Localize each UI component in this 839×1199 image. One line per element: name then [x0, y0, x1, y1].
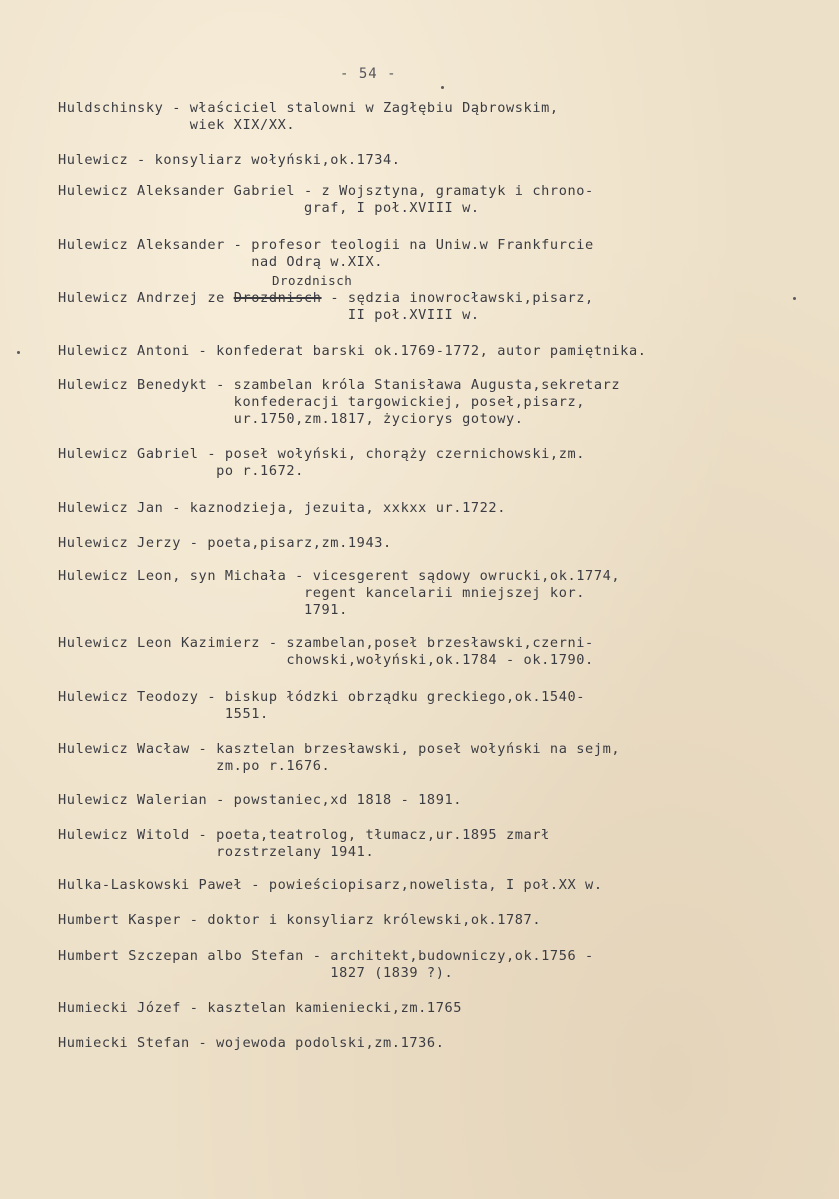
- entry-line: Hulewicz Jan - kaznodzieja, jezuita, xxkxx ur.1722.: [58, 500, 506, 516]
- entry-line: Humbert Szczepan albo Stefan - architekt,budowniczy,ok.1756 -: [58, 948, 594, 964]
- index-entry: [58, 912, 799, 929]
- index-entry: [58, 377, 799, 428]
- index-entry: [58, 689, 799, 723]
- index-entry: [58, 568, 799, 619]
- entry-line: Hulewicz Leon, syn Michała - vicesgerent sądowy owrucki,ok.1774,: [58, 568, 621, 584]
- entry-line: rozstrzelany 1941.: [58, 844, 375, 860]
- index-entry: [58, 237, 799, 271]
- entry-line: wiek XIX/XX.: [58, 117, 296, 133]
- entry-line: 1551.: [58, 706, 269, 722]
- index-entry: [58, 635, 799, 669]
- entry-line: Hulewicz - konsyliarz wołyński,ok.1734.: [58, 152, 401, 168]
- entry-line: Hulewicz Andrzej ze Drozdnisch - sędzia inowrocławski,pisarz,: [58, 290, 594, 306]
- index-entry: [58, 741, 799, 775]
- entry-line: Hulewicz Leon Kazimierz - szambelan,poseł brzesławski,czerni-: [58, 635, 594, 651]
- entry-line: Hulewicz Walerian - powstaniec,xd 1818 - 1891.: [58, 792, 463, 808]
- entry-line: graf, I poł.XVIII w.: [58, 200, 480, 216]
- index-entry: [58, 1000, 799, 1017]
- entry-line: Hulka-Laskowski Paweł - powieściopisarz,nowelista, I poł.XX w.: [58, 877, 603, 893]
- entry-line: Hulewicz Wacław - kasztelan brzesławski, poseł wołyński na sejm,: [58, 741, 621, 757]
- entry-line: po r.1672.: [58, 463, 304, 479]
- entry-line: 1791.: [58, 602, 348, 618]
- index-entry: [58, 183, 799, 217]
- entry-line: II poł.XVIII w.: [58, 307, 480, 323]
- entry-line: Hulewicz Gabriel - poseł wołyński, chorąży czernichowski,zm.: [58, 446, 586, 462]
- entry-line: 1827 (1839 ?).: [58, 965, 454, 981]
- entry-line: Huldschinsky - właściciel stalowni w Zagłębiu Dąbrowskim,: [58, 100, 559, 116]
- entry-line: chowski,wołyński,ok.1784 - ok.1790.: [58, 652, 594, 668]
- entry-line: Humiecki Stefan - wojewoda podolski,zm.1736.: [58, 1035, 445, 1051]
- page-number: - 54 -: [340, 66, 397, 82]
- ink-spot: [441, 86, 444, 89]
- entry-line: Hulewicz Aleksander - profesor teologii na Uniw.w Frankfurcie: [58, 237, 594, 253]
- entry-line: regent kancelarii mniejszej kor.: [58, 585, 586, 601]
- entry-line: Hulewicz Witold - poeta,teatrolog, tłumacz,ur.1895 zmarł: [58, 827, 550, 843]
- index-entry: [58, 152, 799, 169]
- index-entry: [58, 446, 799, 480]
- entry-line: nad Odrą w.XIX.: [58, 254, 384, 270]
- entry-line: Hulewicz Benedykt - szambelan króla Stanisława Augusta,sekretarz: [58, 377, 621, 393]
- index-entry: [58, 877, 799, 894]
- entry-line: Hulewicz Jerzy - poeta,pisarz,zm.1943.: [58, 535, 392, 551]
- overtyped-correction: Drozdnisch: [272, 273, 353, 288]
- entry-line: Hulewicz Antoni - konfederat barski ok.1769-1772, autor pamiętnika.: [58, 343, 647, 359]
- entry-line: Hulewicz Teodozy - biskup łódzki obrządku greckiego,ok.1540-: [58, 689, 586, 705]
- index-entry: [58, 100, 799, 134]
- entry-line: Humbert Kasper - doktor i konsyliarz królewski,ok.1787.: [58, 912, 542, 928]
- index-entry: [58, 948, 799, 982]
- index-entry: [58, 343, 799, 360]
- index-entry: [58, 535, 799, 552]
- entry-line: ur.1750,zm.1817, życiorys gotowy.: [58, 411, 524, 427]
- entry-line: Hulewicz Aleksander Gabriel - z Wojsztyna, gramatyk i chrono-: [58, 183, 594, 199]
- struck-word: Drozdnisch: [233, 290, 322, 306]
- entry-line: Humiecki Józef - kasztelan kamieniecki,zm.1765: [58, 1000, 463, 1016]
- entry-line: zm.po r.1676.: [58, 758, 331, 774]
- index-entry: [58, 500, 799, 517]
- index-entry: [58, 827, 799, 861]
- ink-spot: [17, 351, 20, 354]
- entry-line: konfederacji targowickiej, poseł,pisarz,: [58, 394, 586, 410]
- index-entry: [58, 1035, 799, 1052]
- index-entry: [58, 792, 799, 809]
- index-entry: [58, 290, 799, 324]
